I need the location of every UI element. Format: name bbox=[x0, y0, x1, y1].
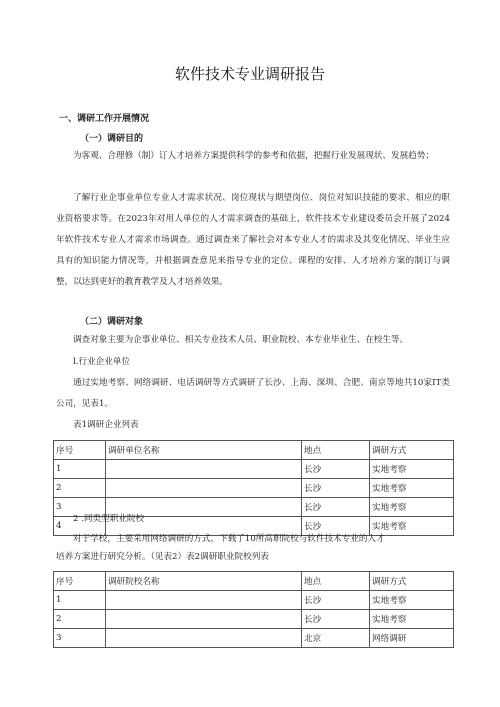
paragraph-purpose-1: 为客观、合理修（制）订人才培养方案提供科学的参考和依据，把握行业发展现状、发展趋势； bbox=[73, 151, 434, 161]
list-item-enterprises: l.行业企业单位 bbox=[73, 357, 131, 367]
table-cell: 4 bbox=[54, 517, 106, 536]
table-cell bbox=[106, 591, 302, 610]
list-item-colleges: 2 .同类型职业院校 bbox=[73, 514, 145, 524]
table-colleges bbox=[53, 571, 454, 648]
header-cell: 序号 bbox=[54, 572, 106, 591]
table-cell: 长沙 bbox=[302, 517, 370, 536]
table-header-row bbox=[54, 441, 454, 460]
table-cell bbox=[106, 629, 302, 648]
table-cell: 3 bbox=[54, 629, 106, 648]
table-cell: 长沙 bbox=[302, 479, 370, 498]
table-cell: 长沙 bbox=[302, 498, 370, 517]
paragraph-enterprises: 通过实地考察、网络调研、电话调研等方式调研了长沙、上海、深圳、合肥、南京等地共10家IT类公司，见表1。 bbox=[56, 378, 450, 409]
paragraph-purpose-2: 了解行业企事业单位专业人才需求状况、岗位现状与期望岗位、岗位对知识技能的要求、相应的职业资格要求等。在2023年对用人单位的人才需求调查的基础上，软件技术专业建设委员会开展了2024年软件技术专业人才需求市场调查。通过调查来了解社会对本专业人才的需求及其变化情况、毕业生应具有的知识能力情况等，并根据调查意见来指导专业的定位、课程的安排、人才培养方案的制订与调整，以达到更好的教育教学及人才培养效果。 bbox=[56, 193, 450, 287]
table-header-row bbox=[54, 572, 454, 591]
table-cell: 实地考察 bbox=[370, 498, 454, 517]
table-row bbox=[54, 460, 454, 479]
table-cell bbox=[106, 460, 302, 479]
paragraph-colleges-line2: 培养方案进行研究分析。（见表2）表2调研职业院校列表 bbox=[56, 552, 269, 562]
table-cell: 1 bbox=[54, 591, 106, 610]
header-cell: 地点 bbox=[302, 441, 370, 460]
table-cell: 实地考察 bbox=[370, 479, 454, 498]
header-cell: 序号 bbox=[54, 441, 106, 460]
table-row bbox=[54, 479, 454, 498]
table-cell bbox=[106, 479, 302, 498]
table-cell: 长沙 bbox=[302, 591, 370, 610]
table-cell: 实地考察 bbox=[370, 460, 454, 479]
table-cell: 2 bbox=[54, 610, 106, 629]
table-row bbox=[54, 591, 454, 610]
table-cell: 北京 bbox=[302, 629, 370, 648]
header-cell: 地点 bbox=[302, 572, 370, 591]
header-cell: 调研单位名称 bbox=[106, 441, 302, 460]
table-cell bbox=[106, 610, 302, 629]
table-cell: 实地考察 bbox=[370, 610, 454, 629]
subsection-heading-objects: （二）调研对象 bbox=[80, 317, 144, 327]
table-cell: 2 bbox=[54, 479, 106, 498]
table-cell: 3 bbox=[54, 498, 106, 517]
table-row bbox=[54, 610, 454, 629]
table-cell: 网络调研 bbox=[370, 629, 454, 648]
paragraph-colleges-line1: 对于学校，主要采用网络调研的方式，下载了10所高职院校与软件技术专业的人才 bbox=[73, 534, 385, 544]
section-heading-1: 一、调研工作开展情况 bbox=[59, 114, 150, 124]
header-cell: 调研方式 bbox=[370, 441, 454, 460]
table-cell: 长沙 bbox=[302, 610, 370, 629]
table-cell: 实地考察 bbox=[370, 591, 454, 610]
table-cell: 实地考察 bbox=[370, 517, 454, 536]
table-row bbox=[54, 629, 454, 648]
header-cell: 调研方式 bbox=[370, 572, 454, 591]
document-title: 软件技术专业调研报告 bbox=[174, 65, 325, 83]
header-cell: 调研院校名称 bbox=[106, 572, 302, 591]
paragraph-objects: 调查对象主要为企事业单位、相关专业技术人员、职业院校、本专业毕业生、在校生等。 bbox=[73, 335, 409, 345]
subsection-heading-purpose: （一）调研目的 bbox=[80, 134, 144, 144]
table-cell: 长沙 bbox=[302, 460, 370, 479]
table1-caption: 表1调研企业列表 bbox=[73, 420, 139, 430]
table-cell: 1 bbox=[54, 460, 106, 479]
